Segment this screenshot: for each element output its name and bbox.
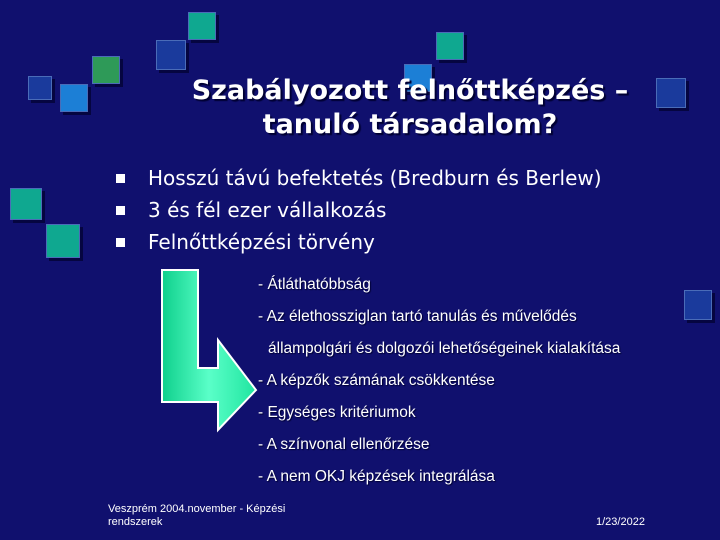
decor-square-9 xyxy=(10,188,42,220)
square-bullet-icon xyxy=(116,238,125,247)
decor-square-3 xyxy=(92,56,120,84)
decor-square-2 xyxy=(156,40,186,70)
decor-square-4 xyxy=(60,84,88,112)
decor-square-5 xyxy=(28,76,52,100)
footer-left: Veszprém 2004.november - Képzési rendszerek xyxy=(108,503,286,528)
bullet-item xyxy=(116,194,602,226)
bullet-list xyxy=(116,162,602,258)
square-bullet-icon xyxy=(116,174,125,183)
footer-date: 1/23/2022 xyxy=(596,516,645,528)
decor-square-6 xyxy=(436,32,464,60)
sub-item: - A nem OKJ képzések integrálása xyxy=(258,468,495,485)
sub-item: - Átláthatóbbság xyxy=(258,276,371,293)
decor-square-1 xyxy=(188,12,216,40)
square-bullet-icon xyxy=(116,206,125,215)
bent-arrow-icon xyxy=(158,268,258,433)
sub-item: - Egységes kritériumok xyxy=(258,404,416,421)
sub-item-list xyxy=(258,272,620,496)
decor-square-11 xyxy=(684,290,712,320)
slide-title: Szabályozott felnőttképzés – tanuló társadalom? xyxy=(191,75,629,140)
sub-item: - A színvonal ellenőrzése xyxy=(258,436,430,453)
bullet-text: 3 és fél ezer vállalkozás xyxy=(148,198,387,222)
sub-item: - Az élethossziglan tartó tanulás és művelődés xyxy=(258,308,577,325)
sub-item: állampolgári és dolgozói lehetőségeinek kialakítása xyxy=(268,340,621,357)
decor-square-10 xyxy=(46,224,80,258)
sub-item: - A képzők számának csökkentése xyxy=(258,372,495,389)
bullet-item xyxy=(116,226,602,258)
bullet-text: Felnőttképzési törvény xyxy=(148,230,375,254)
bullet-text: Hosszú távú befektetés (Bredburn és Berlew) xyxy=(148,166,602,190)
bullet-item xyxy=(116,162,602,194)
